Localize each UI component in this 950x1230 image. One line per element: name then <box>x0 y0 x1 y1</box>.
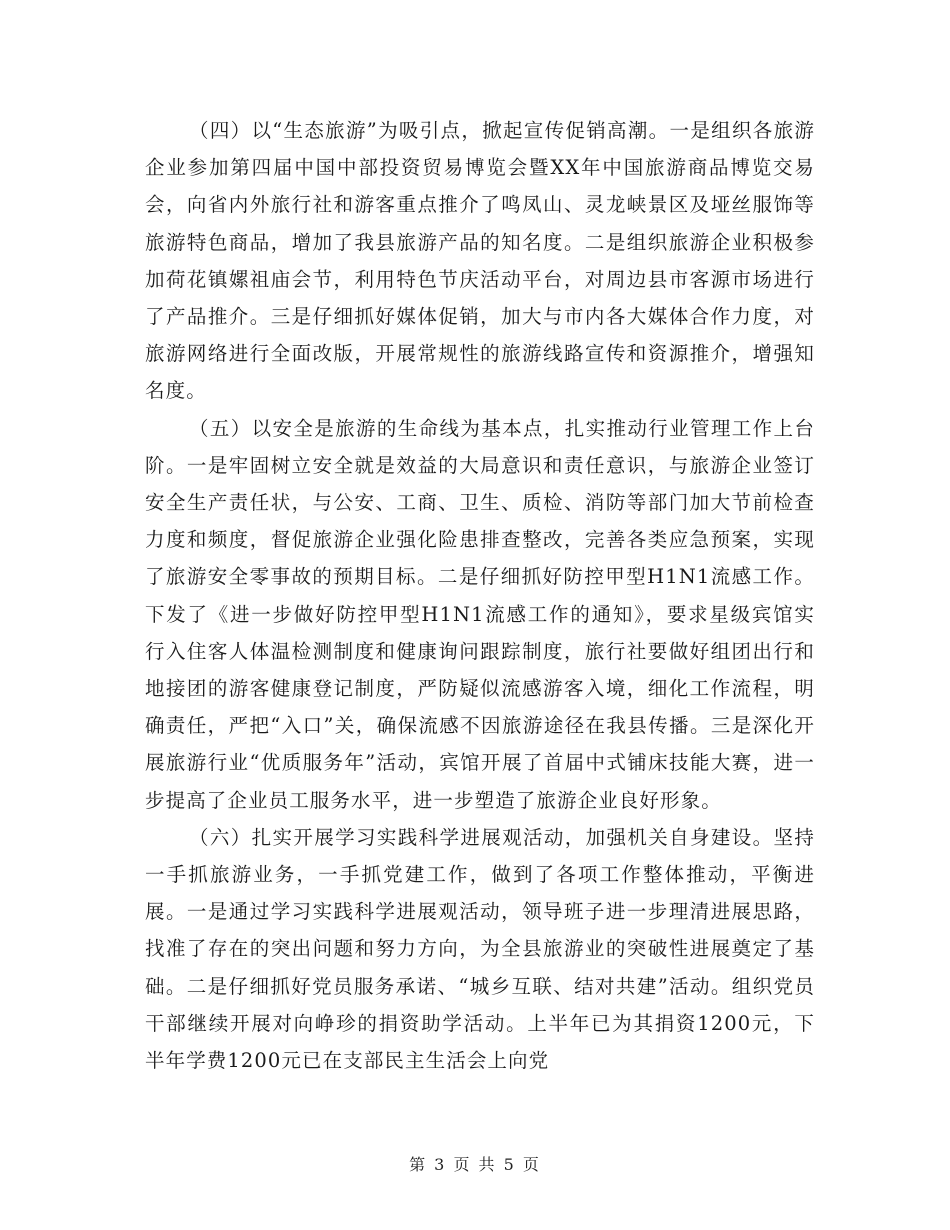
paragraph-section-4: （四）以“生态旅游”为吸引点，掀起宣传促销高潮。一是组织各旅游企业参加第四届中国中部投资贸易博览会暨XX年中国旅游商品博览交易会，向省内外旅行社和游客重点推介了鸣凤山、灵龙峡景区及垭丝服饰等旅游特色商品，增加了我县旅游产品的知名度。二是组织旅游企业积极参加荷花镇嫘祖庙会节，利用特色节庆活动平台，对周边县市客源市场进行了产品推介。三是仔细抓好媒体促销，加大与市内各大媒体合作力度，对旅游网络进行全面改版，开展常规性的旅游线路宣传和资源推介，增强知名度。 <box>145 119 815 403</box>
paragraph-section-6: （六）扎实开展学习实践科学进展观活动，加强机关自身建设。坚持一手抓旅游业务，一手抓党建工作，做到了各项工作整体推动，平衡进展。一是通过学习实践科学进展观活动，领导班子进一步理清进展思路，找准了存在的突出问题和努力方向，为全县旅游业的突破性进展奠定了基础。二是仔细抓好党员服务承诺、“城乡互联、结对共建”活动。组织党员干部继续开展对向峥珍的捐资助学活动。上半年已为其捐资1200元，下半年学费1200元已在支部民主生活会上向党 <box>145 825 815 1073</box>
document-body <box>145 112 815 1079</box>
paragraph-section-5: （五）以安全是旅游的生命线为基本点，扎实推动行业管理工作上台阶。一是牢固树立安全就是效益的大局意识和责任意识，与旅游企业签订安全生产责任状，与公安、工商、卫生、质检、消防等部门加大节前检查力度和频度，督促旅游企业强化险患排查整改，完善各类应急预案，实现了旅游安全零事故的预期目标。二是仔细抓好防控甲型H1N1流感工作。下发了《进一步做好防控甲型H1N1流感工作的通知》，要求星级宾馆实行入住客人体温检测制度和健康询问跟踪制度，旅行社要做好组团出行和地接团的游客健康登记制度，严防疑似流感游客入境，细化工作流程，明确责任，严把“入口”关，确保流感不因旅游途径在我县传播。三是深化开展旅游行业“优质服务年”活动，宾馆开展了首届中式铺床技能大赛，进一步提高了企业员工服务水平，进一步塑造了旅游企业良好形象。 <box>145 416 815 812</box>
page-number-footer: 第 3 页 共 5 页 <box>409 1155 541 1174</box>
